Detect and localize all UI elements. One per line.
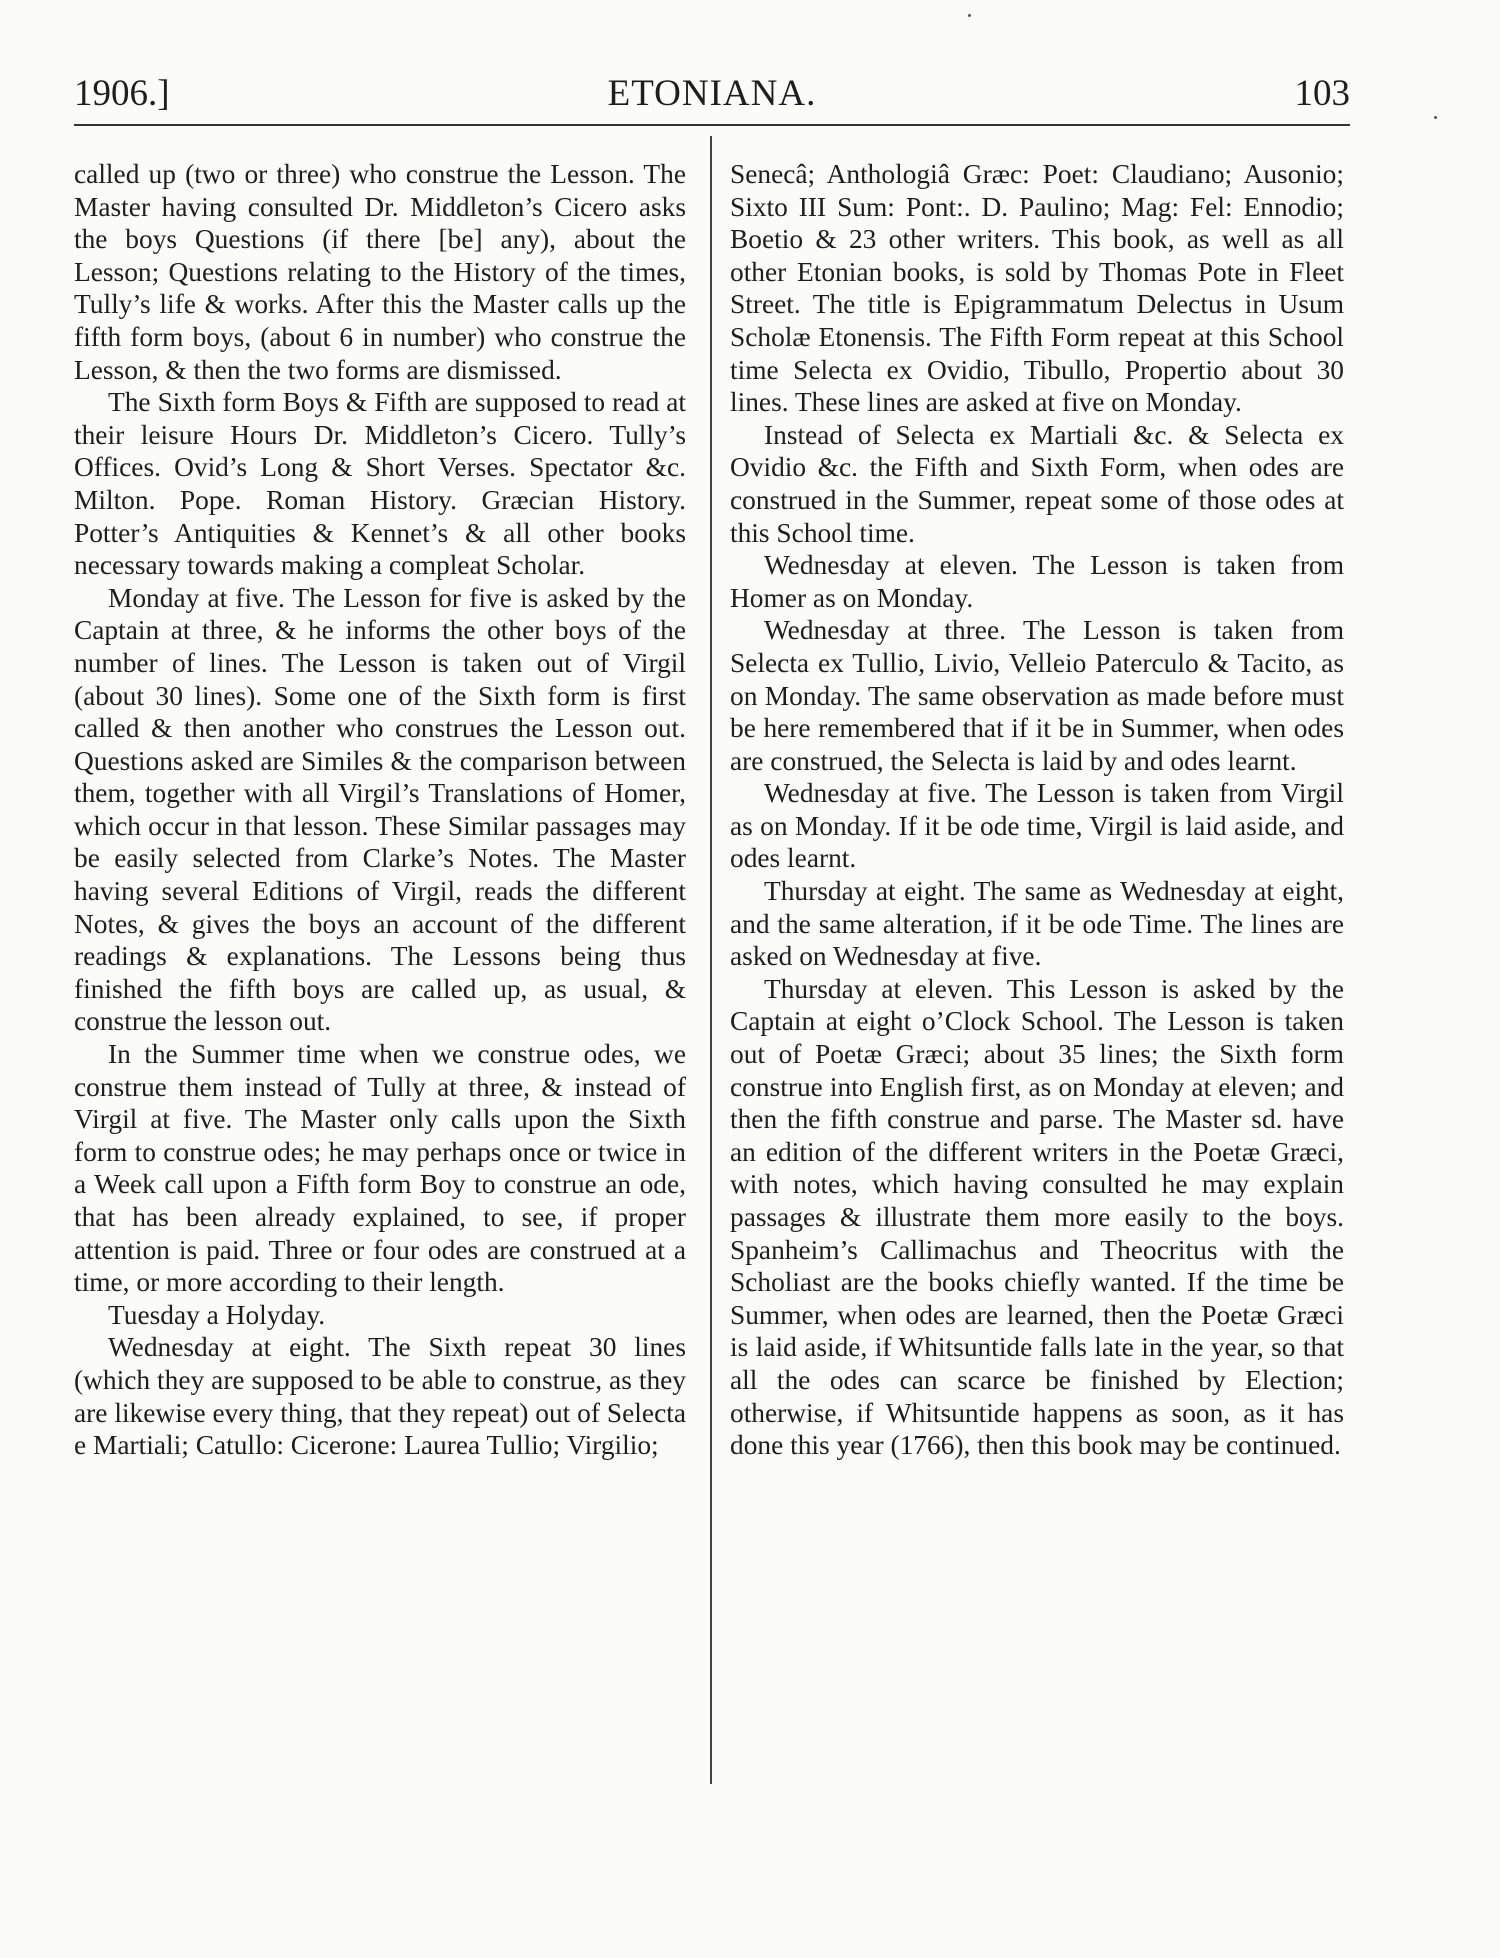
- paragraph: Monday at five. The Lesson for five is asked by the Captain at three, & he informs the other boys of the number of lines. The Lesson is taken out of Virgil (about 30 lines). Some one of the Sixth form is first called & then another who construes the Lesson out. Questions asked are Similes & the comparison between them, together with all Virgil’s Translations of Homer, which occur in that lesson. These Similar passages may be easily selected from Clarke’s Notes. The Master having several Editions of Virgil, reads the different Notes, & gives the boys an account of the different readings & explanations. The Lessons being thus finished the fifth boys are called up, as usual, & construe the lesson out.: [74, 582, 686, 1037]
- paper-speck: [968, 14, 971, 17]
- running-title: ETONIANA.: [607, 73, 817, 114]
- right-column: [730, 158, 1344, 1462]
- paragraph: Senecâ; Anthologiâ Græc: Poet: Claudiano; Ausonio; Sixto III Sum: Pont:. D. Paulino; Mag: Fel: Ennodio; Boetio & 23 other writers. This book, as well as all other Etonian books, is sold by Thomas Pote in Fleet Street. The title is Epigrammatum Delectus in Usum Scholæ Etonensis. The Fifth Form repeat at this School time Selecta ex Ovidio, Tibullo, Propertio about 30 lines. These lines are asked at five on Monday.: [730, 159, 1344, 418]
- paragraph: Wednesday at three. The Lesson is taken from Selecta ex Tullio, Livio, Velleio Paterculo & Tacito, as on Monday. The same observation as made before must be here remembered that if it be in Summer, when odes are construed, the Selecta is laid by and odes learnt.: [730, 615, 1344, 776]
- paper-speck: [1434, 116, 1437, 119]
- left-column: [74, 158, 686, 1462]
- paragraph: Wednesday at eight. The Sixth repeat 30 lines (which they are supposed to be able to construe, as they are likewise every thing, that they repeat) out of Selecta e Martiali; Catullo: Cicerone: Laurea Tullio; Virgilio;: [74, 1332, 686, 1461]
- paragraph: Tuesday a Holyday.: [108, 1299, 326, 1330]
- paragraph: Thursday at eleven. This Lesson is asked by the Captain at eight o’Clock School. The Lesson is taken out of Poetæ Græci; about 35 lines; the Sixth form construe into English first, as on Monday at eleven; and then the fifth construe and parse. The Master sd. have an edition of the different writers in the Poetæ Græci, with notes, which having consulted he may explain passages & illustrate them more easily to the boys. Spanheim’s Callimachus and Theocritus with the Scholiast are the books chiefly wanted. If the time be Summer, when odes are learned, then the Poetæ Græci is laid aside, if Whitsuntide falls late in the year, so that all the odes can scarce be finished by Election; otherwise, if Whitsuntide happens as soon, as it has done this year (1766), then this book may be continued.: [730, 973, 1344, 1461]
- running-header: [74, 74, 1350, 114]
- paragraph: In the Summer time when we construe odes, we construe them instead of Tully at three, & instead of Virgil at five. The Master only calls upon the Sixth form to construe odes; he may perhaps once or twice in a Week call upon a Fifth form Boy to construe an ode, that has been already explained, to see, if proper attention is paid. Three or four odes are construed at a time, or more according to their length.: [74, 1039, 686, 1298]
- paragraph: Thursday at eight. The same as Wednesday at eight, and the same alteration, if it be ode Time. The lines are asked on Wednesday at five.: [730, 876, 1344, 972]
- column-divider: [710, 136, 712, 1784]
- header-rule: [74, 124, 1350, 126]
- paragraph: Wednesday at five. The Lesson is taken from Virgil as on Monday. If it be ode time, Virgil is laid aside, and odes learnt.: [730, 778, 1344, 874]
- header-year: 1906.]: [74, 73, 170, 114]
- page-number: 103: [1294, 73, 1350, 114]
- paragraph: Wednesday at eleven. The Lesson is taken from Homer as on Monday.: [730, 550, 1344, 613]
- paragraph: Instead of Selecta ex Martiali &c. & Selecta ex Ovidio &c. the Fifth and Sixth Form, when odes are construed in the Summer, repeat some of those odes at this School time.: [730, 419, 1344, 548]
- paragraph: called up (two or three) who construe the Lesson. The Master having consulted Dr. Middleton’s Cicero asks the boys Questions (if there [be] any), about the Lesson; Questions relating to the History of the times, Tully’s life & works. After this the Master calls up the fifth form boys, (about 6 in number) who construe the Lesson, & then the two forms are dismissed.: [74, 159, 686, 385]
- paragraph: The Sixth form Boys & Fifth are supposed to read at their leisure Hours Dr. Middleton’s Cicero. Tully’s Offices. Ovid’s Long & Short Verses. Spectator &c. Milton. Pope. Roman History. Græcian History. Potter’s Antiquities & Kennet’s & all other books necessary towards making a compleat Scholar.: [74, 387, 686, 581]
